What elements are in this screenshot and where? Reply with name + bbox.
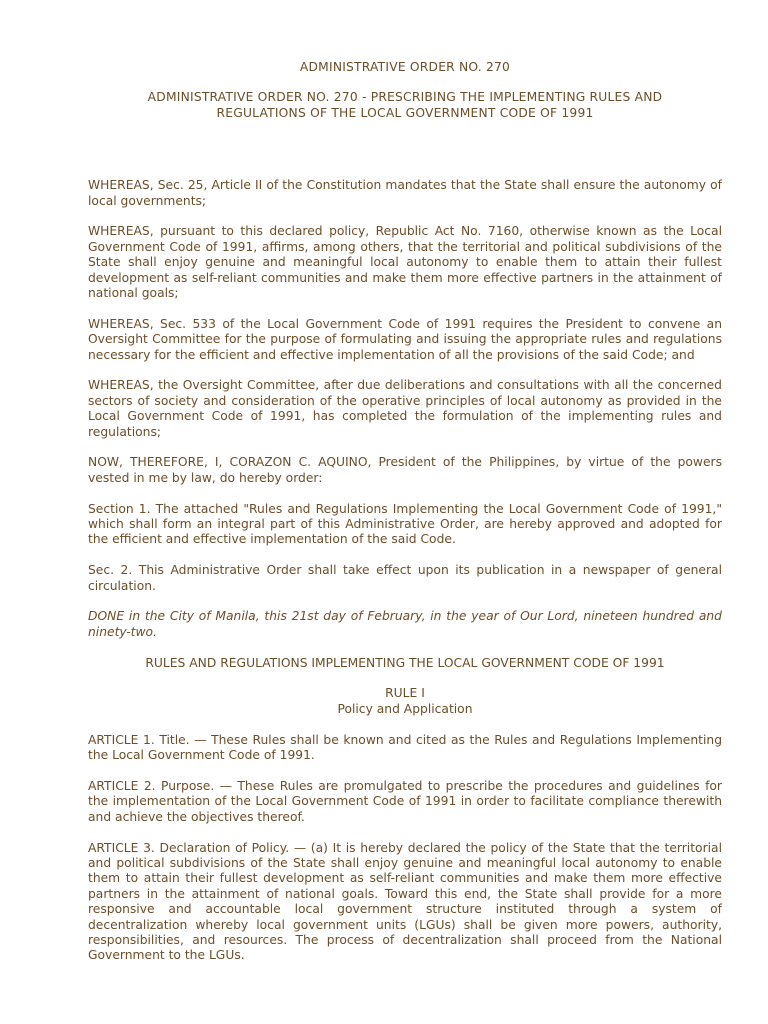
subtitle-line-2: REGULATIONS OF THE LOCAL GOVERNMENT CODE OF 1991 <box>216 105 594 120</box>
section-2-paragraph: Sec. 2. This Administrative Order shall take effect upon its publication in a newspaper of general circulation. <box>88 563 722 593</box>
done-in-paragraph: DONE in the City of Manila, this 21st day of February, in the year of Our Lord, nineteen hundred and ninety-two. <box>88 609 722 639</box>
article-2-paragraph: ARTICLE 2. Purpose. — These Rules are promulgated to prescribe the procedures and guidelines for the implementation of the Local Government Code of 1991 in order to facilitate compliance therewith and achieve the objectives thereof. <box>88 778 722 824</box>
section-1-paragraph: Section 1. The attached "Rules and Regulations Implementing the Local Government Code of 1991," which shall form an integral part of this Administrative Order, are hereby approved and adopted for the efficient and effective implementation of the said Code. <box>88 501 722 547</box>
rules-heading: RULES AND REGULATIONS IMPLEMENTING THE LOCAL GOVERNMENT CODE OF 1991 <box>145 655 665 670</box>
whereas-paragraph-1: WHEREAS, Sec. 25, Article II of the Constitution mandates that the State shall ensure the autonomy of local governments; <box>88 178 722 208</box>
article-1-paragraph: ARTICLE 1. Title. — These Rules shall be known and cited as the Rules and Regulations Implementing the Local Government Code of 1991. <box>88 732 722 763</box>
document-subtitle <box>88 90 722 121</box>
rule-heading-block <box>88 686 722 717</box>
whereas-paragraph-4: WHEREAS, the Oversight Committee, after due deliberations and consultations with all the concerned sectors of society and consideration of the operative principles of local autonomy as provided in the Local Government Code of 1991, has completed the formulation of the implementing rules and regulations; <box>88 378 722 439</box>
now-therefore-paragraph: NOW, THEREFORE, I, CORAZON C. AQUINO, President of the Philippines, by virtue of the powers vested in me by law, do hereby order: <box>88 455 722 485</box>
article-3-paragraph: ARTICLE 3. Declaration of Policy. — (a) It is hereby declared the policy of the State that the territorial and political subdivisions of the State shall enjoy genuine and meaningful local autonomy to enable them to attain their fullest development as self-reliant communities and make them more effective partners in the attainment of national goals. Toward this end, the State shall provide for a more responsive and accountable local government structure instituted through a system of decentralization whereby local government units (LGUs) shall be given more powers, authority, responsibilities, and resources. The process of decentralization shall proceed from the National Government to the LGUs. <box>88 840 722 963</box>
subtitle-line-1: ADMINISTRATIVE ORDER NO. 270 - PRESCRIBING THE IMPLEMENTING RULES AND <box>147 90 663 105</box>
whereas-paragraph-3: WHEREAS, Sec. 533 of the Local Government Code of 1991 requires the President to convene an Oversight Committee for the purpose of formulating and issuing the appropriate rules and regulations necessary for the efficient and effective implementation of all the provisions of the said Code; and <box>88 316 722 362</box>
whereas-paragraph-2: WHEREAS, pursuant to this declared policy, Republic Act No. 7160, otherwise known as the Local Government Code of 1991, affirms, among others, that the territorial and political subdivisions of the State shall enjoy genuine and meaningful local autonomy to enable them to attain their fullest development as self-reliant communities and make them more effective partners in the attainment of national goals; <box>88 224 722 301</box>
rule-title: Policy and Application <box>337 701 473 716</box>
rule-number: RULE I <box>385 686 425 701</box>
document-title: ADMINISTRATIVE ORDER NO. 270 <box>299 60 511 74</box>
